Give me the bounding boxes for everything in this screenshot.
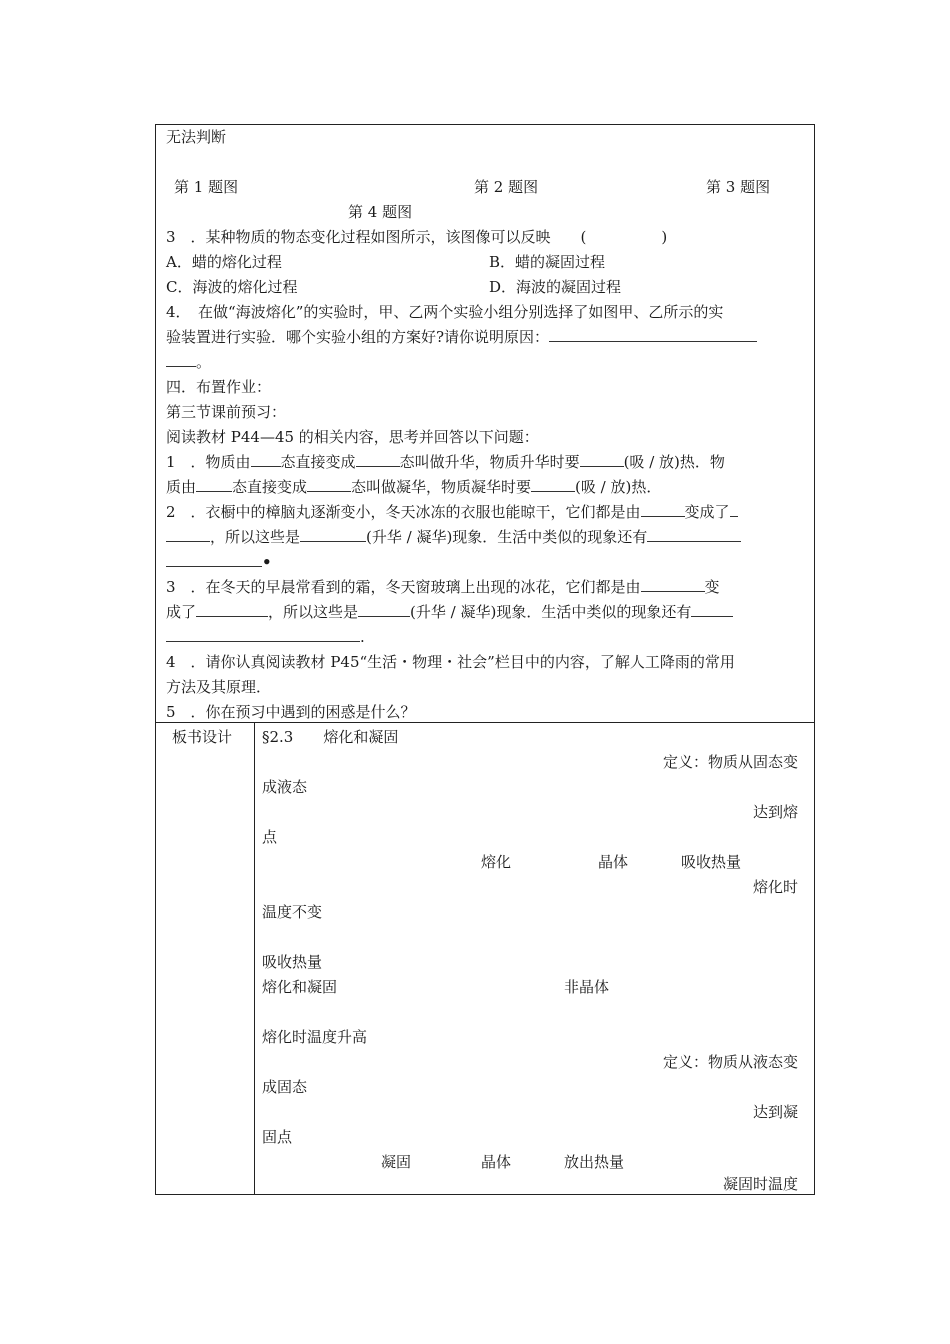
- absorb-heat-label: 吸收热量: [681, 853, 742, 871]
- text: 1 ．物质由: [166, 453, 251, 471]
- answer-blank[interactable]: [196, 602, 268, 617]
- answer-blank[interactable]: [166, 627, 360, 642]
- homework-heading: 四．布置作业：: [166, 378, 272, 396]
- reach-melting-point-cont: 点: [262, 828, 278, 846]
- answer-blank[interactable]: [300, 527, 366, 542]
- question-4-line-1: 4． 在做“海波熔化”的实验时，甲、乙两个实验小组分别选择了如图甲、乙所示的实: [166, 303, 724, 321]
- preview-question-4-line-1: 4 ．请你认真阅读教材 P45“生活・物理・社会”栏目中的内容，了解人工降雨的常用: [166, 653, 735, 671]
- answer-blank[interactable]: [730, 502, 738, 517]
- preview-question-3-line-1: [166, 577, 720, 597]
- crystal-label: 晶体: [598, 853, 629, 871]
- reach-melting-point: 达到熔: [752, 803, 798, 821]
- preview-question-2-line-1: [166, 502, 738, 522]
- preview-question-2-line-2: [166, 527, 741, 547]
- answer-blank[interactable]: [166, 352, 196, 367]
- preview-question-1-line-2: [166, 477, 661, 497]
- text: 态直接变成: [280, 453, 356, 471]
- melting-and-solidification: 熔化和凝固: [262, 978, 338, 996]
- board-title: §2.3 熔化和凝固: [262, 728, 399, 746]
- text: 成了: [166, 603, 197, 621]
- question-3-option-a: A．蜡的熔化过程: [166, 253, 282, 271]
- answer-blank[interactable]: [641, 577, 705, 592]
- text: 2 ．衣橱中的樟脑丸逐渐变小，冬天冰冻的衣服也能晾干，它们都是由: [166, 503, 641, 521]
- text: ，所以这些是: [268, 603, 359, 621]
- solidification-definition-cont: 成固态: [262, 1078, 308, 1096]
- answer-blank[interactable]: [580, 452, 624, 467]
- melting-definition-cont: 成液态: [262, 778, 308, 796]
- reach-freezing-point: 达到凝: [752, 1103, 798, 1121]
- text: (吸 / 放)热．物: [623, 453, 725, 471]
- melting-temperature-rises: 熔化时温度升高: [262, 1028, 368, 1046]
- text: ，所以这些是: [210, 528, 301, 546]
- answer-blank[interactable]: [166, 552, 262, 567]
- worksheet-table: [155, 124, 815, 1195]
- text: 质由: [166, 478, 197, 496]
- melting-label: 熔化: [481, 853, 512, 871]
- text: 态叫做升华，物质升华时要: [399, 453, 580, 471]
- melting-time-label: 熔化时: [752, 878, 798, 896]
- question-3-option-d: D．海波的凝固过程: [489, 278, 622, 296]
- figure-1-caption: 第 1 题图: [174, 178, 239, 196]
- text: •: [262, 553, 272, 571]
- answer-blank[interactable]: [251, 452, 281, 467]
- preview-question-3-line-2: [166, 602, 733, 622]
- text: 变: [704, 578, 720, 596]
- answer-blank[interactable]: [166, 527, 210, 542]
- reach-freezing-point-cont: 固点: [262, 1128, 293, 1146]
- solidification-time-temperature: 凝固时温度: [722, 1175, 798, 1193]
- temperature-constant: 温度不变: [262, 903, 323, 921]
- solidification-label: 凝固: [381, 1153, 412, 1171]
- preview-question-1-line-1: [166, 452, 725, 472]
- text: 态直接变成: [232, 478, 308, 496]
- board-design-label: 板书设计: [172, 728, 233, 746]
- question-3-option-c: C．海波的熔化过程: [166, 278, 298, 296]
- question-4-prompt: 验装置进行实验．哪个实验小组的方案好?请你说明原因：: [166, 328, 550, 346]
- preview-question-4-line-2: 方法及其原理．: [166, 678, 272, 696]
- answer-blank[interactable]: [549, 327, 757, 342]
- text: (吸 / 放)热．: [575, 478, 662, 496]
- answer-blank[interactable]: [531, 477, 575, 492]
- preview-heading: 第三节课前预习：: [166, 403, 287, 421]
- answer-blank[interactable]: [358, 602, 410, 617]
- question-3-stem: 3 ．某种物质的物态变化过程如图所示，该图像可以反映 ( ): [166, 228, 668, 246]
- text: .: [360, 628, 365, 646]
- answer-blank[interactable]: [307, 477, 351, 492]
- question-3-option-b: B．蜡的凝固过程: [489, 253, 606, 271]
- crystal-label-2: 晶体: [481, 1153, 512, 1171]
- answer-blank[interactable]: [356, 452, 400, 467]
- question-4-line-2: [166, 327, 757, 347]
- text: (升华 / 凝华)现象．生活中类似的现象还有: [366, 528, 648, 546]
- question-4-end: 。: [196, 353, 212, 371]
- text: 态叫做凝华，物质凝华时要: [351, 478, 532, 496]
- figure-3-caption: 第 3 题图: [706, 178, 771, 196]
- reading-instruction: 阅读教材 P44—45 的相关内容，思考并回答以下问题：: [166, 428, 539, 446]
- solidification-definition: 定义：物质从液态变: [662, 1053, 798, 1071]
- preview-question-3-line-3: [166, 627, 365, 647]
- table-column-divider: [254, 722, 255, 1194]
- answer-blank[interactable]: [196, 477, 232, 492]
- question-4-line-3: [166, 352, 211, 372]
- answer-blank[interactable]: [691, 602, 733, 617]
- figure-4-caption: 第 4 题图: [348, 203, 413, 221]
- figure-2-caption: 第 2 题图: [474, 178, 539, 196]
- answer-blank[interactable]: [641, 502, 685, 517]
- release-heat-label: 放出热量: [564, 1153, 625, 1171]
- answer-blank[interactable]: [647, 527, 741, 542]
- melting-definition: 定义：物质从固态变: [662, 753, 798, 771]
- non-crystal-label: 非晶体: [564, 978, 610, 996]
- text: (升华 / 凝华)现象．生活中类似的现象还有: [410, 603, 692, 621]
- absorb-heat-label-2: 吸收热量: [262, 953, 323, 971]
- no-judgment-option: 无法判断: [166, 128, 227, 146]
- preview-question-5: 5 ．你在预习中遇到的困惑是什么？: [166, 703, 416, 721]
- text: 变成了: [684, 503, 730, 521]
- preview-question-2-line-3: [166, 552, 272, 572]
- text: 3 ．在冬天的早晨常看到的霜，冬天窗玻璃上出现的冰花，它们都是由: [166, 578, 641, 596]
